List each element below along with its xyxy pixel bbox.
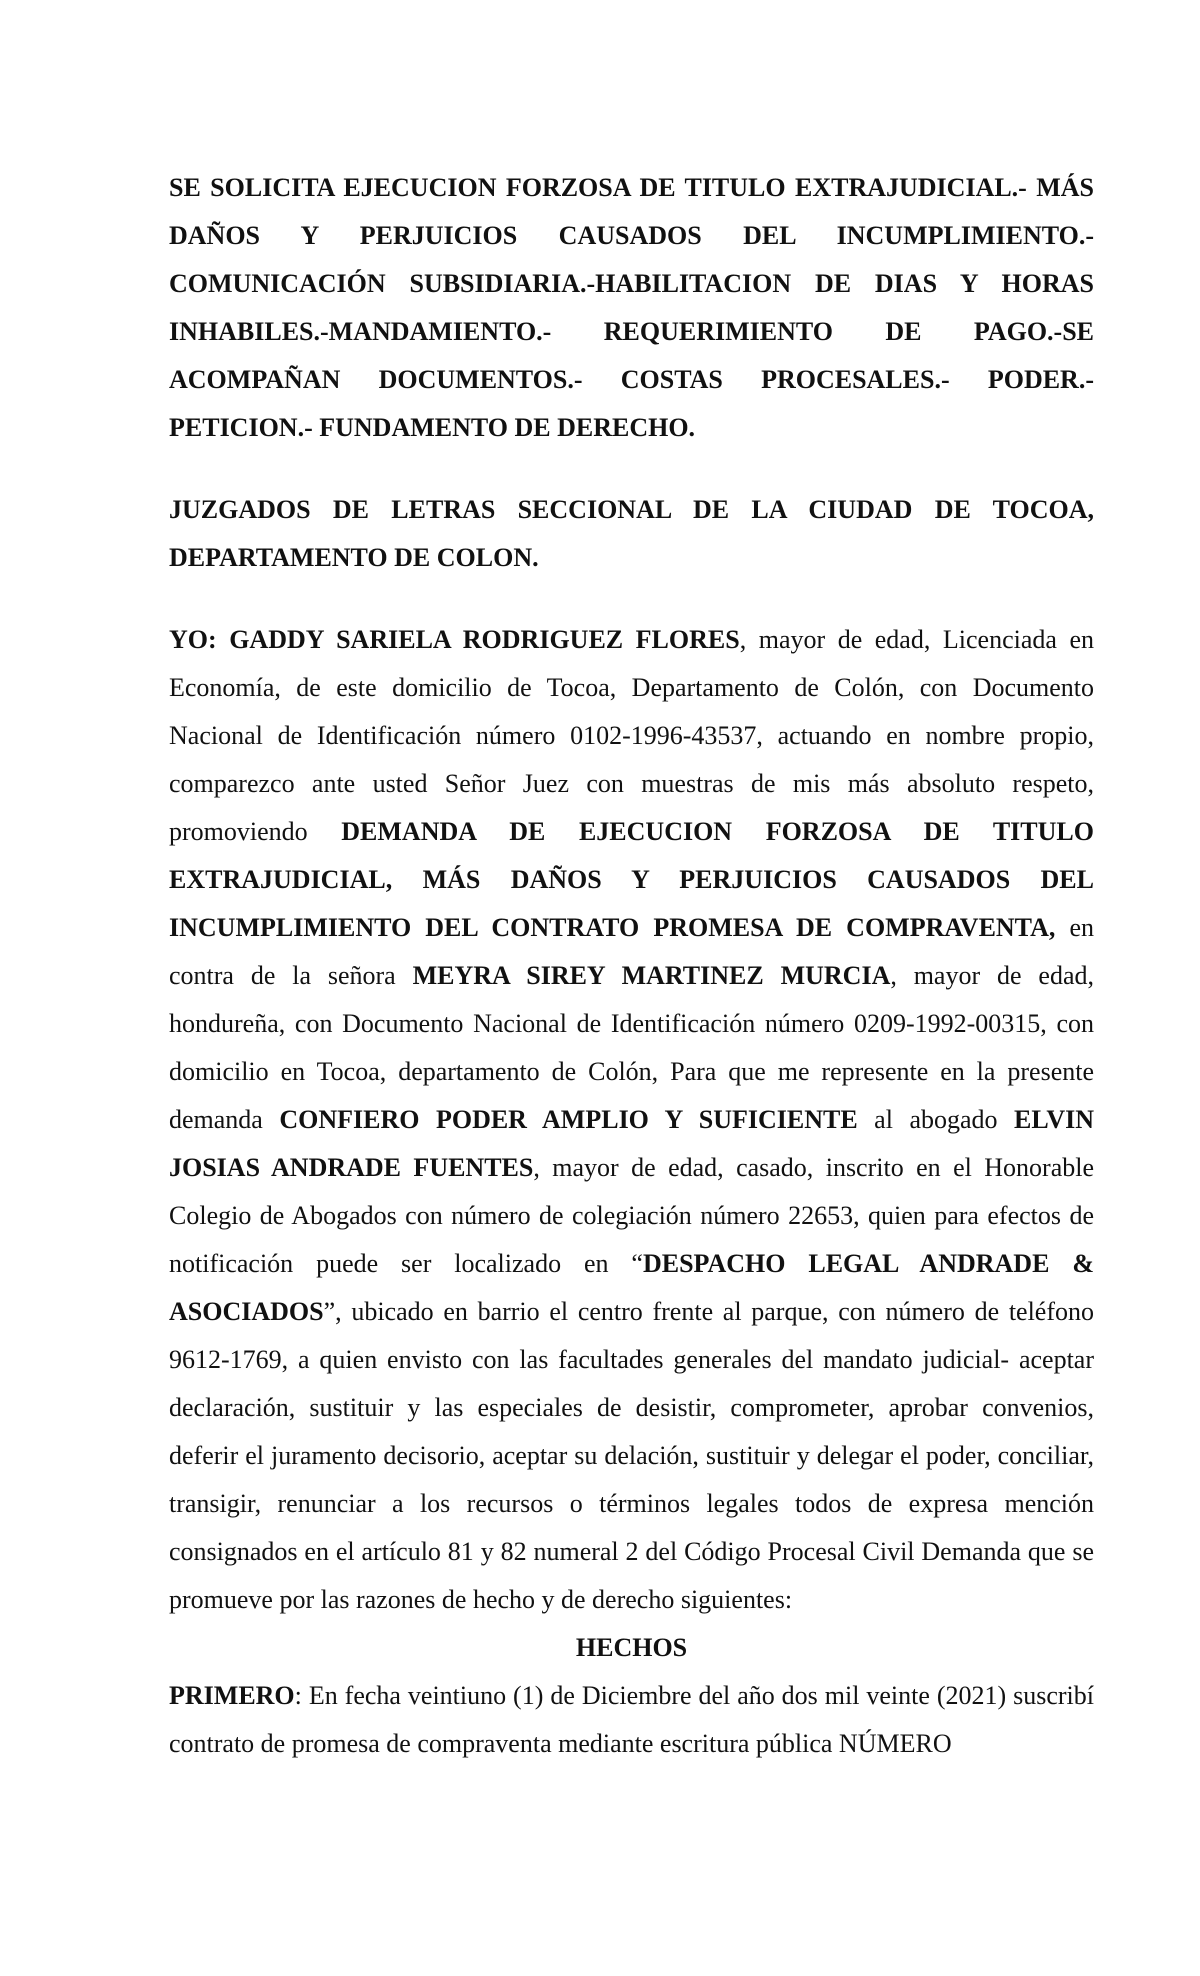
attorney-name: ELVIN JOSIAS ANDRADE FUENTES: [169, 1105, 1094, 1182]
law-office-name: DESPACHO LEGAL ANDRADE & ASOCIADOS: [169, 1249, 1094, 1326]
document-title-block: SE SOLICITA EJECUCION FORZOSA DE TITULO EXTRAJUDICIAL.- MÁS DAÑOS Y PERJUICIOS CAUSADOS DEL INCUMPLIMIENTO.- COMUNICACIÓN SUBSIDIARIA.-HABILITACION DE DIAS Y HORAS INHABILES.-MANDAMIENTO.- REQUERIMIENTO DE PAGO.-SE ACOMPAÑAN DOCUMENTOS.- COSTAS PROCESALES.- PODER.- PETICION.- FUNDAMENTO DE DERECHO.: [169, 173, 1094, 442]
defendant-name: MEYRA SIREY MARTINEZ MURCIA: [412, 961, 891, 990]
demand-type: DEMANDA DE EJECUCION FORZOSA DE TITULO EXTRAJUDICIAL, MÁS DAÑOS Y PERJUICIOS CAUSADOS DEL INCUMPLIMIENTO DEL CONTRATO PROMESA DE COMPRAVENTA,: [169, 817, 1094, 942]
court-name: JUZGADOS DE LETRAS SECCIONAL DE LA CIUDAD DE TOCOA, DEPARTAMENTO DE COLON.: [169, 495, 1094, 572]
primero-text: : En fecha veintiuno (1) de Diciembre del año dos mil veinte (2021) suscribí contrato de promesa de compraventa mediante escritura pública NÚMERO: [169, 1681, 1094, 1758]
primero-paragraph: [169, 1672, 1094, 1768]
intro-text-5: , mayor de edad, casado, inscrito en el Honorable Colegio de Abogados con número de colegiación número 22653, quien para efectos de notificación puede ser localizado en “: [169, 1153, 1094, 1278]
intro-text-2: en contra de la señora: [169, 913, 1094, 990]
intro-text-4: al abogado: [857, 1105, 1015, 1134]
plaintiff-name: YO: GADDY SARIELA RODRIGUEZ FLORES: [169, 625, 740, 654]
hechos-heading: HECHOS: [575, 1633, 688, 1662]
primero-label: PRIMERO: [169, 1681, 295, 1710]
intro-text-6: ”, ubicado en barrio el centro frente al parque, con número de teléfono 9612-1769, a quien envisto con las facultades generales del mandato judicial- aceptar declaración, sustituir y las especiales de desistir, comprometer, aprobar convenios, deferir el juramento decisorio, aceptar su delación, sustituir y delegar el poder, conciliar, transigir, renunciar a los recursos o términos legales todos de expresa mención consignados en el artículo 81 y 82 numeral 2 del Código Procesal Civil Demanda que se promueve por las razones de hecho y de derecho siguientes:: [169, 1297, 1094, 1614]
power-of-attorney: CONFIERO PODER AMPLIO Y SUFICIENTE: [279, 1105, 858, 1134]
intro-text-1: , mayor de edad, Licenciada en Economía, de este domicilio de Tocoa, Departamento de Colón, con Documento Nacional de Identificación número 0102-1996-43537, actuando en nombre propio, comparezco ante usted Señor Juez con muestras de mis más absoluto respeto, promoviendo: [169, 625, 1094, 846]
intro-paragraph: [169, 616, 1094, 1624]
intro-text-3: , mayor de edad, hondureña, con Documento Nacional de Identificación número 0209-1992-00315, con domicilio en Tocoa, departamento de Colón, Para que me represente en la presente demanda: [169, 961, 1094, 1134]
